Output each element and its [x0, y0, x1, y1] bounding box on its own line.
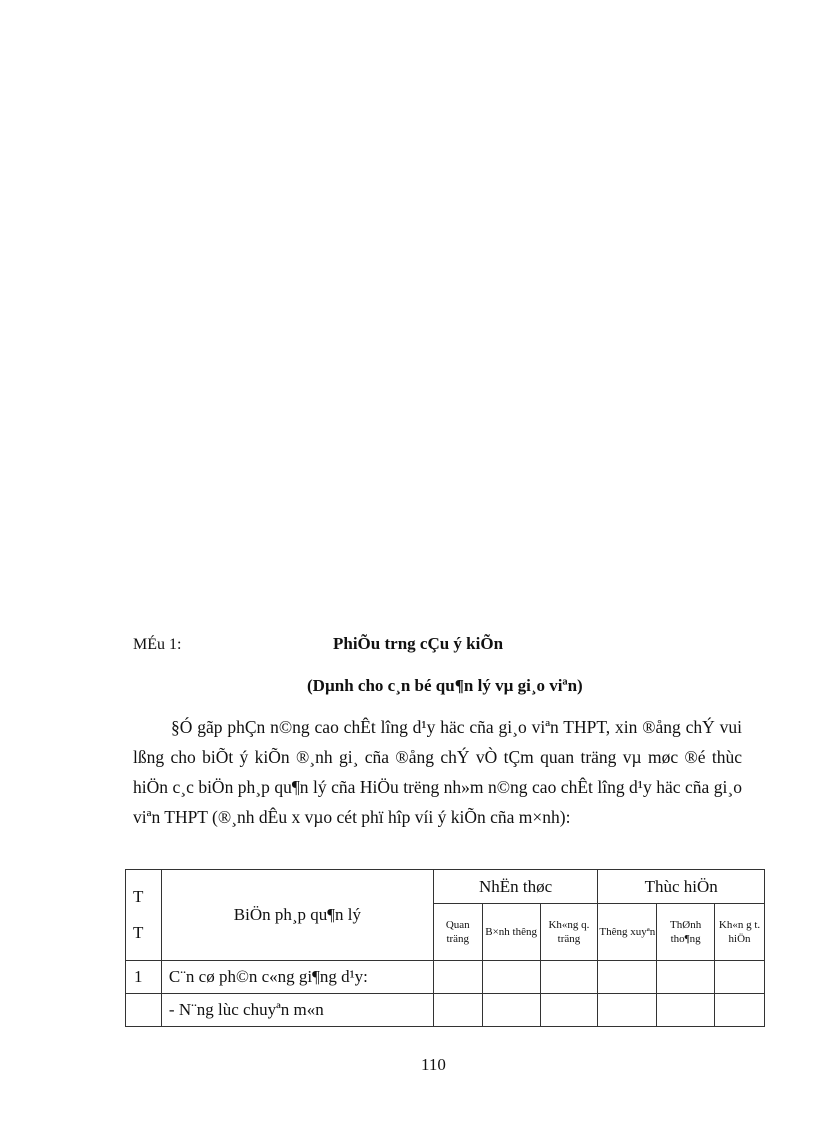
col-thinh-thoang: ThØnh tho¶ng — [657, 904, 715, 961]
tt-header — [126, 870, 162, 961]
form-title: PhiÕu trng cÇu ý kiÕn — [333, 634, 504, 653]
row-number — [126, 994, 162, 1027]
page-number: 110 — [421, 1055, 446, 1074]
cell-thuong-xuyen[interactable] — [598, 994, 657, 1027]
cell-binh-thuong[interactable] — [482, 994, 540, 1027]
col-binh-thuong: B×nh thêng — [482, 904, 540, 961]
survey-table — [125, 869, 765, 1027]
cell-binh-thuong[interactable] — [482, 961, 540, 994]
intro-text: §Ó gãp phÇn n©ng cao chÊt lîng d¹y häc cña gi¸o viªn THPT, xin ®ång chÝ vui lßng cho biÕt ý kiÕn ®¸nh gi¸ cña ®ång chÝ vÒ tÇm quan träng vµ møc ®é thùc hiÖn c¸c biÖn ph¸p qu¶n lý cña HiÖu trëng nh»m n©ng cao chÊt lîng d¹y häc cña gi¸o viªn THPT (®¸nh dÊu x vµo cét phï hîp víi ý kiÕn cña m×nh): — [133, 717, 742, 827]
group-awareness-header: NhËn thøc — [433, 870, 598, 904]
row-number: 1 — [126, 961, 162, 994]
form-subtitle: (Dµnh cho c¸n bé qu¶n lý vµ gi¸o viªn) — [307, 676, 583, 695]
measure-header: BiÖn ph¸p qu¶n lý — [161, 870, 433, 961]
cell-thinh-thoang[interactable] — [657, 994, 715, 1027]
cell-khong-quan-trong[interactable] — [540, 994, 598, 1027]
tt-line2: T — [133, 923, 144, 942]
cell-quan-trong[interactable] — [433, 994, 482, 1027]
col-khong-quan-trong: Kh«ng q. träng — [540, 904, 598, 961]
cell-quan-trong[interactable] — [433, 961, 482, 994]
cell-khong-thuc-hien[interactable] — [715, 961, 765, 994]
cell-thuong-xuyen[interactable] — [598, 961, 657, 994]
form-label: MÉu 1: — [133, 636, 182, 653]
col-thuong-xuyen: Thêng xuyªn — [598, 904, 657, 961]
tt-line1: T — [133, 887, 144, 906]
col-quan-trong: Quan träng — [433, 904, 482, 961]
intro-paragraph — [133, 712, 742, 832]
table-row — [126, 994, 765, 1027]
cell-thinh-thoang[interactable] — [657, 961, 715, 994]
col-khong-thuc-hien: Kh«n g t. hiÖn — [715, 904, 765, 961]
cell-khong-thuc-hien[interactable] — [715, 994, 765, 1027]
group-implementation-header: Thùc hiÖn — [598, 870, 765, 904]
cell-khong-quan-trong[interactable] — [540, 961, 598, 994]
table-row — [126, 961, 765, 994]
row-label: C¨n cø ph©n c«ng gi¶ng d¹y: — [161, 961, 433, 994]
row-label: - N¨ng lùc chuyªn m«n — [161, 994, 433, 1027]
